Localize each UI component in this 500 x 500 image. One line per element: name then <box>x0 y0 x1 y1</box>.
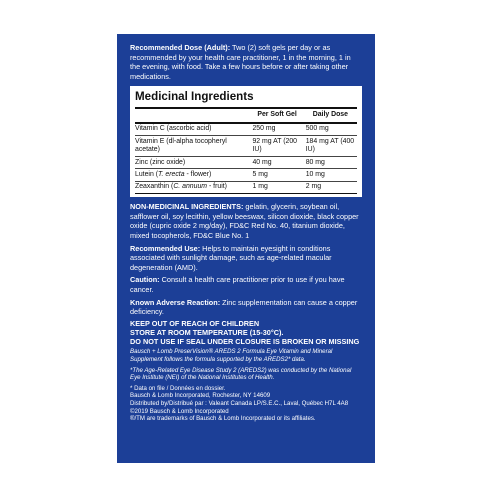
ingredient-name-suffix: - flower) <box>184 170 212 178</box>
ingredient-name <box>135 169 250 181</box>
recommended-use-label: Recommended Use: <box>130 243 201 253</box>
non-medicinal-text: gelatin, glycerin, soybean oil, safflower oil, soy lecithin, yellow beeswax, silicon dioxide, black copper oxide (cupric oxide 2 mg/day), FD&C Red No. 40, titanium dioxide, mixed tocopherols, FD&C Blue No. 1 <box>130 202 359 240</box>
recommended-dose <box>130 43 362 81</box>
medicinal-ingredients-table <box>135 110 357 194</box>
distributor: Distributed by/Distribué par : Valeant Canada LP/S.E.C., Laval, Québec H7L 4A8 <box>130 400 349 408</box>
per-softgel-value: 1 mg <box>252 183 268 191</box>
daily-dose-value: 80 mg <box>305 158 325 166</box>
copyright: ©2019 Bausch & Lomb Incorporated <box>130 407 229 415</box>
ingredient-name: Vitamin C (ascorbic acid) <box>135 125 212 133</box>
warning-seal: DO NOT USE IF SEAL UNDER CLOSURE IS BROKEN OR MISSING <box>130 336 360 346</box>
medicinal-ingredients-box <box>130 86 362 197</box>
ingredient-name: Zinc (zinc oxide) <box>135 158 186 166</box>
ingredient-name-suffix: - fruit) <box>207 183 227 191</box>
warning-children: KEEP OUT OF REACH OF CHILDREN <box>130 318 260 328</box>
areds-note: *The Age-Related Eye Disease Study 2 (AREDS2) was conducted by the National Eye Institute (NEI) of the National Institutes of Health. <box>130 366 352 382</box>
medicinal-ingredients-title: Medicinal Ingredients <box>135 90 254 104</box>
table-row <box>135 181 357 193</box>
caution-label: Caution: <box>130 275 160 285</box>
ingredient-name-prefix: Zeaxanthin ( <box>135 183 174 191</box>
data-on-file: * Data on file / Données en dossier. <box>130 384 226 392</box>
caution <box>130 275 362 294</box>
per-softgel-value: 92 mg AT (200 IU) <box>252 137 298 154</box>
recommended-dose-text: Two (2) soft gels per day or as recommended by your health care practitioner, 1 in the morning, 1 in the evening, with food. Take a few hours before or after taking other medications. <box>130 43 351 81</box>
table-row <box>135 136 357 157</box>
daily-dose-value: 500 mg <box>305 125 329 133</box>
preservision-note: Bausch + Lomb PreserVision® AREDS 2 Formula Eye Vitamin and Mineral Supplement follows the formula supported by the AREDS2* data. <box>130 348 333 364</box>
table-row <box>135 123 357 136</box>
per-softgel-value: 250 mg <box>252 125 276 133</box>
warning-storage: STORE AT ROOM TEMPERATURE (15-30°C). <box>130 327 284 337</box>
ingredient-name-species: C. annuum <box>173 183 208 191</box>
ingredient-name-species: T. erecta <box>157 170 185 178</box>
ingredient-column-header <box>135 110 250 122</box>
recommended-use-text: Helps to maintain eyesight in conditions associated with sunlight damage, such as age-related macular degeneration (AMD). <box>130 243 332 272</box>
per-softgel-value: 40 mg <box>252 158 272 166</box>
non-medicinal-label: NON-MEDICINAL INGREDIENTS: <box>130 202 244 212</box>
daily-dose-value: 10 mg <box>305 170 325 178</box>
ingredient-name <box>135 181 250 193</box>
footer-block <box>130 385 362 423</box>
ingredient-name: Vitamin E (dl-alpha tocopheryl acetate) <box>135 137 227 154</box>
label-panel <box>117 34 375 463</box>
recommended-dose-label: Recommended Dose (Adult): <box>130 43 231 52</box>
daily-dose-column-header: Daily Dose <box>312 111 348 119</box>
adverse-reaction-label: Known Adverse Reaction: <box>130 297 221 307</box>
table-row <box>135 169 357 181</box>
ingredient-name-prefix: Lutein ( <box>135 170 158 178</box>
table-header-row <box>135 110 357 122</box>
adverse-reaction-text: Zinc supplementation can cause a copper deficiency. <box>130 297 358 317</box>
caution-text: Consult a health care practitioner prior to use if you have cancer. <box>130 275 345 294</box>
trademark-notice: ®/TM are trademarks of Bausch & Lomb Incorporated or its affiliates. <box>130 415 316 423</box>
recommended-use <box>130 244 362 273</box>
title-rule <box>135 107 357 109</box>
table-row <box>135 157 357 169</box>
daily-dose-value: 2 mg <box>305 183 322 191</box>
daily-dose-value: 184 mg AT (400 IU) <box>305 137 355 154</box>
warnings-block <box>130 320 362 347</box>
per-softgel-column-header: Per Soft Gel <box>257 111 297 119</box>
per-softgel-value: 5 mg <box>252 170 268 178</box>
adverse-reaction <box>130 298 362 317</box>
non-medicinal-ingredients <box>130 202 362 240</box>
manufacturer: Bausch & Lomb Incorporated, Rochester, NY 14609 <box>130 392 271 400</box>
